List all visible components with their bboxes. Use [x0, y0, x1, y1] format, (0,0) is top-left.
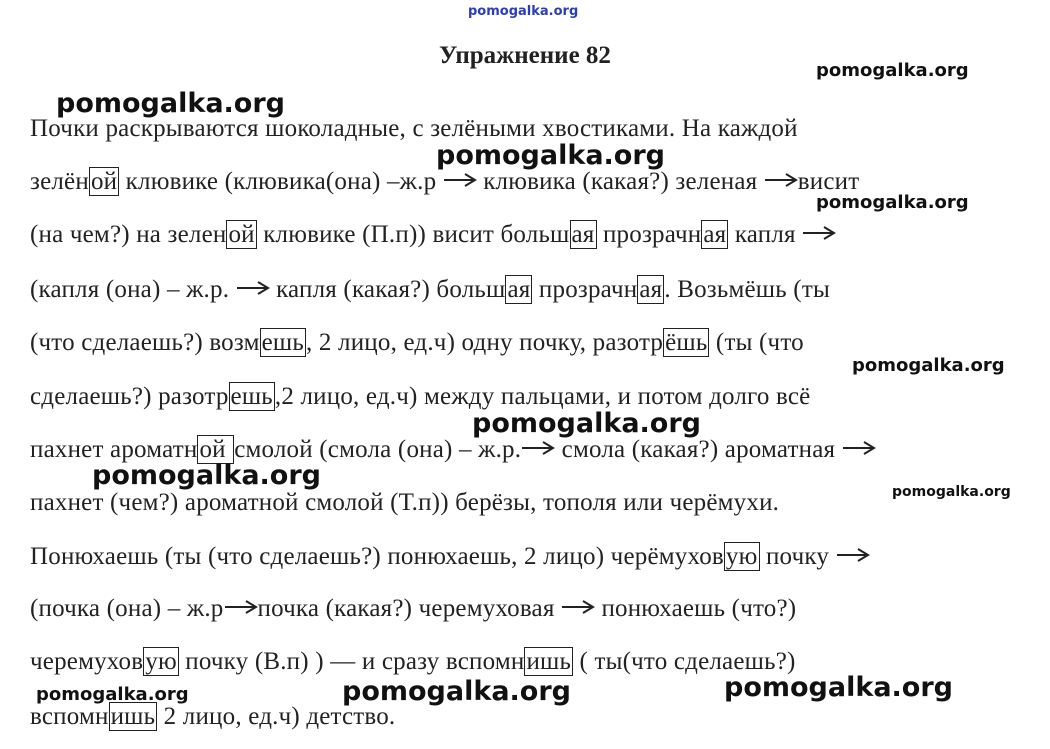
- ending-box: ешь: [261, 329, 304, 356]
- text-line: (капля (она) – ж.р. капля (какая?) большая прозрачная. Возьмёшь (ты: [30, 276, 830, 303]
- arrow-icon: [836, 548, 870, 562]
- watermark: pomogalka.org: [56, 88, 285, 119]
- text-line: (почка (она) – ж.р почка (какая?) черемуховая понюхаешь (что?): [30, 595, 797, 622]
- text-line: (что сделаешь?) возмешь, 2 лицо, ед.ч) одну почку, разотрёшь (ты (что: [30, 329, 804, 356]
- ending-box: ёшь: [665, 329, 708, 356]
- text-line: зелёной клювике (клювика(она) –ж.р клювика (какая?) зеленая висит: [30, 168, 860, 195]
- text-line: (на чем?) на зеленой клювике (П.п)) висит большая прозрачная капля: [30, 220, 836, 250]
- text-line: сделаешь?) разотрешь,2 лицо, ед.ч) между пальцами, и потом долго всё: [30, 383, 811, 410]
- text-line: Понюхаешь (ты (что сделаешь?) понюхаешь, 2 лицо) черёмуховую почку: [30, 542, 870, 572]
- ending-box: ишь: [110, 703, 156, 730]
- arrow-icon: [802, 226, 836, 240]
- arrow-icon: [224, 600, 258, 614]
- watermark: pomogalka.org: [892, 484, 1011, 500]
- text-line: вспомнишь 2 лицо, ед.ч) детство.: [30, 703, 396, 730]
- arrow-icon: [236, 281, 270, 295]
- ending-box: ой: [228, 221, 255, 248]
- watermark: pomogalka.org: [92, 460, 321, 491]
- ending-box: ешь: [230, 383, 273, 410]
- ending-box: ая: [571, 221, 595, 248]
- watermark: pomogalka.org: [342, 676, 571, 707]
- arrow-icon: [561, 600, 595, 614]
- arrow-icon: [443, 173, 477, 187]
- top-watermark: pomogalka.org: [468, 4, 579, 19]
- text-line: черемуховую почку (В.п) ) — и сразу вспомнишь ( ты(что сделаешь?): [30, 648, 796, 675]
- arrow-icon: [842, 441, 876, 455]
- watermark: pomogalka.org: [816, 192, 969, 213]
- watermark: pomogalka.org: [816, 60, 969, 81]
- exercise-title: Упражнение 82: [439, 42, 611, 69]
- text-line: пахнет (чем?) ароматной смолой (Т.п)) берёзы, тополя или черёмухи.: [30, 489, 780, 516]
- ending-box: ая: [507, 276, 531, 303]
- watermark: pomogalka.org: [36, 684, 189, 705]
- text-line: Почки раскрываются шоколадные, с зелёными хвостиками. На каждой: [30, 115, 798, 142]
- ending-box: ую: [725, 543, 758, 570]
- arrow-icon: [521, 441, 555, 455]
- ending-box: ишь: [526, 648, 572, 675]
- ending-box: ая: [703, 221, 727, 248]
- ending-box: ая: [639, 276, 663, 303]
- watermark: pomogalka.org: [472, 408, 701, 439]
- text-line: пахнет ароматной смолой (смола (она) – ж.р. смола (какая?) ароматная: [30, 435, 876, 465]
- watermark: pomogalka.org: [724, 672, 953, 703]
- watermark: pomogalka.org: [436, 140, 665, 171]
- watermark: pomogalka.org: [852, 355, 1005, 376]
- ending-box: ой: [199, 436, 233, 463]
- ending-box: ую: [145, 648, 177, 675]
- arrow-icon: [764, 173, 798, 187]
- ending-box: ой: [90, 168, 118, 195]
